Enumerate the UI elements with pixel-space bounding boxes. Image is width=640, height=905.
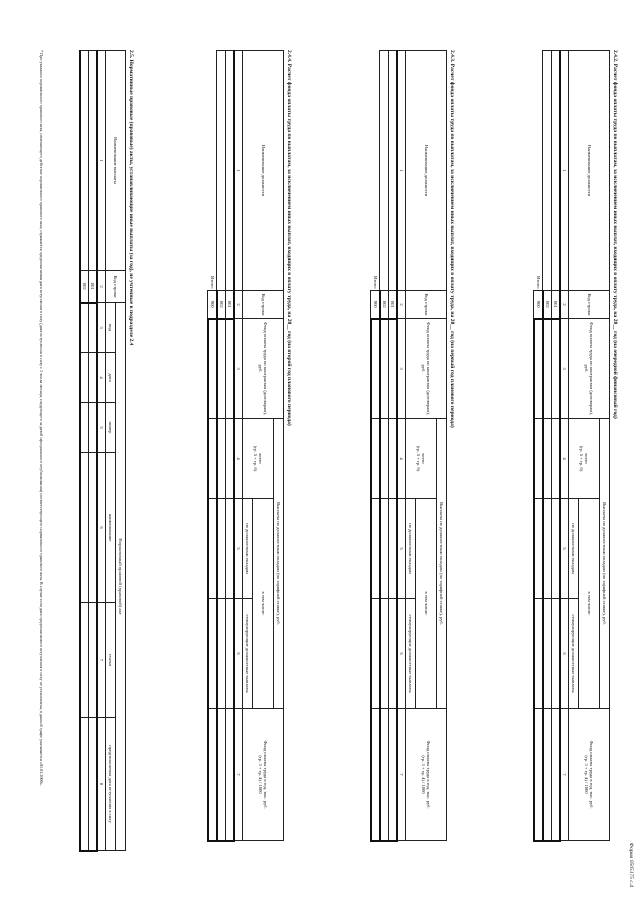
row2-code: 002 [543,291,552,319]
row1-total[interactable] [226,419,235,499]
colnum-7: 7 [397,709,406,841]
itogo-fund-contract[interactable] [208,319,217,419]
row1-salary-extra[interactable] [389,599,398,709]
row2-fund-contract[interactable] [217,319,226,419]
s5-row1-article[interactable] [89,603,98,718]
section-title: 2.4.3. Расчет фонда оплаты труда по выплатам, за исключением иных выплат, входящих в оплату труда, на 20__ год (на первый год планового периода) [449,50,455,428]
s5-num-8: 8 [97,718,106,851]
col-fund-year-header [406,709,447,841]
s5-code-header: Код строки [106,271,126,303]
s5-col-effective: предполагаемая дата вступления в силу [106,718,116,851]
s5-row2-article[interactable] [80,603,89,718]
col-salary-base-header: по должностным окладам [243,499,253,599]
col-in-that-header: в том числе: [579,499,600,709]
s5-row1-kind[interactable] [89,303,98,353]
s5-col-article: статья [106,603,116,718]
row1-position[interactable] [552,51,561,291]
itogo-salary-extra[interactable] [534,599,543,709]
s5-num-5: 5 [97,403,106,453]
row2-code: 002 [380,291,389,319]
row2-position[interactable] [380,51,389,291]
col-code-header: Код строки [406,291,447,319]
row2-fund-year[interactable] [543,709,552,841]
col-salary-extra-header: стимулирующие должностные выплаты [243,599,253,709]
colnum-3: 3 [397,319,406,419]
s5-col-title: наименование [106,453,116,603]
col-in-that-header: в том числе: [253,499,274,709]
row1-salary-base[interactable] [226,499,235,599]
total-label: всего [258,453,264,464]
itogo-total[interactable] [534,419,543,499]
itogo-fund-year[interactable] [208,709,217,841]
col-fund-year-header [569,709,610,841]
col-payouts-header: Выплаты по должностным окладам (по тарифной ставке), руб. [437,419,447,709]
col-fund-contract-header: Фонд оплаты труда по контрактам (договорам), руб. [243,319,284,419]
row1-salary-extra[interactable] [226,599,235,709]
colnum-1: 1 [234,51,243,291]
colnum-3: 3 [234,319,243,419]
col-payouts-header: Выплаты по должностным окладам (по тарифной ставке), руб. [274,419,284,709]
s5-row1-date[interactable] [89,353,98,403]
s5-col-number: номер [106,403,116,453]
col-payouts-header: Выплаты по должностным окладам (по тарифной ставке), руб. [600,419,610,709]
row2-salary-extra[interactable] [380,599,389,709]
section-2-5-title: 2.5. Нормативные правовые (правовые) акты, устанавливающие иные выплаты (за год), не учтенные в подразделе 2.4 [128,50,134,346]
itogo-salary-base[interactable] [534,499,543,599]
s5-row2-number[interactable] [80,403,89,453]
row1-fund-contract[interactable] [552,319,561,419]
total-formula: (гр. 5 + гр. 6) [253,445,258,472]
total-label: всего [584,453,590,464]
itogo-label: Итого: [372,276,378,289]
s5-num-3: 3 [97,303,106,353]
row1-code: 001 [389,291,398,319]
col-total-header [569,419,600,499]
s5-act-header: Нормативный правовой (правовой) акт [116,303,126,851]
row1-salary-base[interactable] [552,499,561,599]
col-salary-base-header: по должностным окладам [569,499,579,599]
col-salary-extra-header: стимулирующие должностные выплаты [406,599,416,709]
row2-position[interactable] [217,51,226,291]
col-position-header: Наименование должности [243,51,284,291]
fund-year-formula: (гр. 3 + гр. 4) / 1000 [584,755,589,794]
col-fund-contract-header: Фонд оплаты труда по контрактам (договорам), руб. [569,319,610,419]
fund-year-formula: (гр. 3 + гр. 4) / 1000 [421,755,426,794]
row2-salary-base[interactable] [543,499,552,599]
colnum-4: 4 [560,419,569,499]
row1-fund-contract[interactable] [226,319,235,419]
total-label: всего [421,453,427,464]
colnum-2: 2 [560,291,569,319]
row1-total[interactable] [552,419,561,499]
total-formula: (гр. 5 + гр. 6) [416,445,421,472]
row2-fund-year[interactable] [380,709,389,841]
itogo-fund-contract[interactable] [534,319,543,419]
itogo-salary-base[interactable] [208,499,217,599]
payroll-table [207,50,284,842]
row1-salary-base[interactable] [389,499,398,599]
itogo-salary-base[interactable] [371,499,380,599]
section-title: 2.4.4. Расчет фонда оплаты труда по выплатам, за исключением иных выплат, входящих в оплату труда, на 20__ год (на второй год планового периода) [286,50,292,426]
s5-row2-kind[interactable] [80,303,89,353]
row2-code: 002 [217,291,226,319]
s5-num-6: 6 [97,453,106,603]
section-2-5 [79,50,134,850]
row1-fund-contract[interactable] [389,319,398,419]
row1-code: 001 [226,291,235,319]
row1-position[interactable] [389,51,398,291]
s5-row1-title[interactable] [89,453,98,603]
footnote: * При указании нормативного правового акта, изменяющего действие нормативного правового акта, отражается предполагаемая дата вступления в силу (дата вступления в силу с 1 числа месяца, следующего за датой официального опубликования) соответствующего нормативного правового акта. В случае если дата предполагаемого вступления в силу не установлена, в данной графе указывается «01.01.2000». [39,50,44,786]
row2-salary-base[interactable] [217,499,226,599]
col-in-that-header: в том числе: [416,499,437,709]
itogo-code: 900 [208,291,217,319]
s5-col-date: дата [106,353,116,403]
colnum-2: 2 [234,291,243,319]
s5-row1-effective[interactable] [89,718,98,851]
colnum-5: 5 [560,499,569,599]
col-salary-extra-header: стимулирующие должностные выплаты [569,599,579,709]
itogo-fund-contract[interactable] [371,319,380,419]
row1-total[interactable] [389,419,398,499]
s5-row2-effective[interactable] [80,718,89,851]
fund-year-label: Фонд оплаты труда в год, тыс. руб. [426,740,432,809]
section-2-4-4 [207,50,292,840]
row2-fund-contract[interactable] [543,319,552,419]
itogo-code: 900 [371,291,380,319]
itogo-total[interactable] [208,419,217,499]
payroll-table [533,50,610,842]
col-code-header: Код строки [243,291,284,319]
row2-position[interactable] [543,51,552,291]
payroll-table [370,50,447,842]
section-2-5-table [79,50,126,852]
itogo-label: Итого: [209,276,215,289]
col-fund-year-header [243,709,284,841]
s5-num-4: 4 [97,353,106,403]
s5-row2-name[interactable] [80,51,89,271]
colnum-1: 1 [397,51,406,291]
total-formula: (гр. 5 + гр. 6) [579,445,584,472]
s5-row1-code: 001 [89,271,98,303]
section-title: 2.4.2. Расчет фонда оплаты труда по выплатам, за исключением иных выплат, входящих в оплату труда, на 20__ год (на очередной финансовый год) [612,50,618,419]
s5-num-2: 2 [97,271,106,303]
itogo-fund-year[interactable] [534,709,543,841]
col-position-header: Наименование должности [569,51,610,291]
col-total-header [406,419,437,499]
col-position-header: Наименование должности [406,51,447,291]
row2-salary-extra[interactable] [543,599,552,709]
row2-total[interactable] [543,419,552,499]
form-code: Форма 0505175 с.4 [628,842,634,887]
fund-year-label: Фонд оплаты труда в год, тыс. руб. [263,740,269,809]
col-salary-base-header: по должностным окладам [406,499,416,599]
col-fund-contract-header: Фонд оплаты труда по контрактам (договорам), руб. [406,319,447,419]
itogo-salary-extra[interactable] [208,599,217,709]
row1-salary-extra[interactable] [552,599,561,709]
itogo-fund-year[interactable] [371,709,380,841]
colnum-4: 4 [397,419,406,499]
col-code-header: Код строки [569,291,610,319]
itogo-salary-extra[interactable] [371,599,380,709]
s5-row2-date[interactable] [80,353,89,403]
s5-row2-title[interactable] [80,453,89,603]
row2-fund-year[interactable] [217,709,226,841]
s5-num-7: 7 [97,603,106,718]
row2-salary-base[interactable] [380,499,389,599]
colnum-4: 4 [234,419,243,499]
colnum-6: 6 [234,599,243,709]
s5-row1-number[interactable] [89,403,98,453]
s5-row2-code: 002 [80,271,89,303]
colnum-1: 1 [560,51,569,291]
row1-fund-year[interactable] [389,709,398,841]
itogo-code: 900 [534,291,543,319]
row1-fund-year[interactable] [552,709,561,841]
s5-col-kind: вид [106,303,116,353]
itogo-label: Итого: [535,276,541,289]
itogo-total[interactable] [371,419,380,499]
row1-position[interactable] [226,51,235,291]
s5-row1-name[interactable] [89,51,98,271]
section-2-4-3 [370,50,455,840]
colnum-7: 7 [560,709,569,841]
row1-code: 001 [552,291,561,319]
colnum-6: 6 [397,599,406,709]
colnum-3: 3 [560,319,569,419]
row2-fund-contract[interactable] [380,319,389,419]
fund-year-label: Фонд оплаты труда в год, тыс. руб. [589,740,595,809]
colnum-6: 6 [560,599,569,709]
row2-total[interactable] [380,419,389,499]
colnum-5: 5 [234,499,243,599]
colnum-5: 5 [397,499,406,599]
row2-total[interactable] [217,419,226,499]
col-total-header [243,419,274,499]
colnum-2: 2 [397,291,406,319]
s5-name-header: Наименование выплаты [106,51,126,271]
fund-year-formula: (гр. 3 + гр. 4) / 1000 [258,755,263,794]
section-2-4-2 [533,50,618,840]
colnum-7: 7 [234,709,243,841]
row2-salary-extra[interactable] [217,599,226,709]
row1-fund-year[interactable] [226,709,235,841]
s5-num-1: 1 [97,51,106,271]
